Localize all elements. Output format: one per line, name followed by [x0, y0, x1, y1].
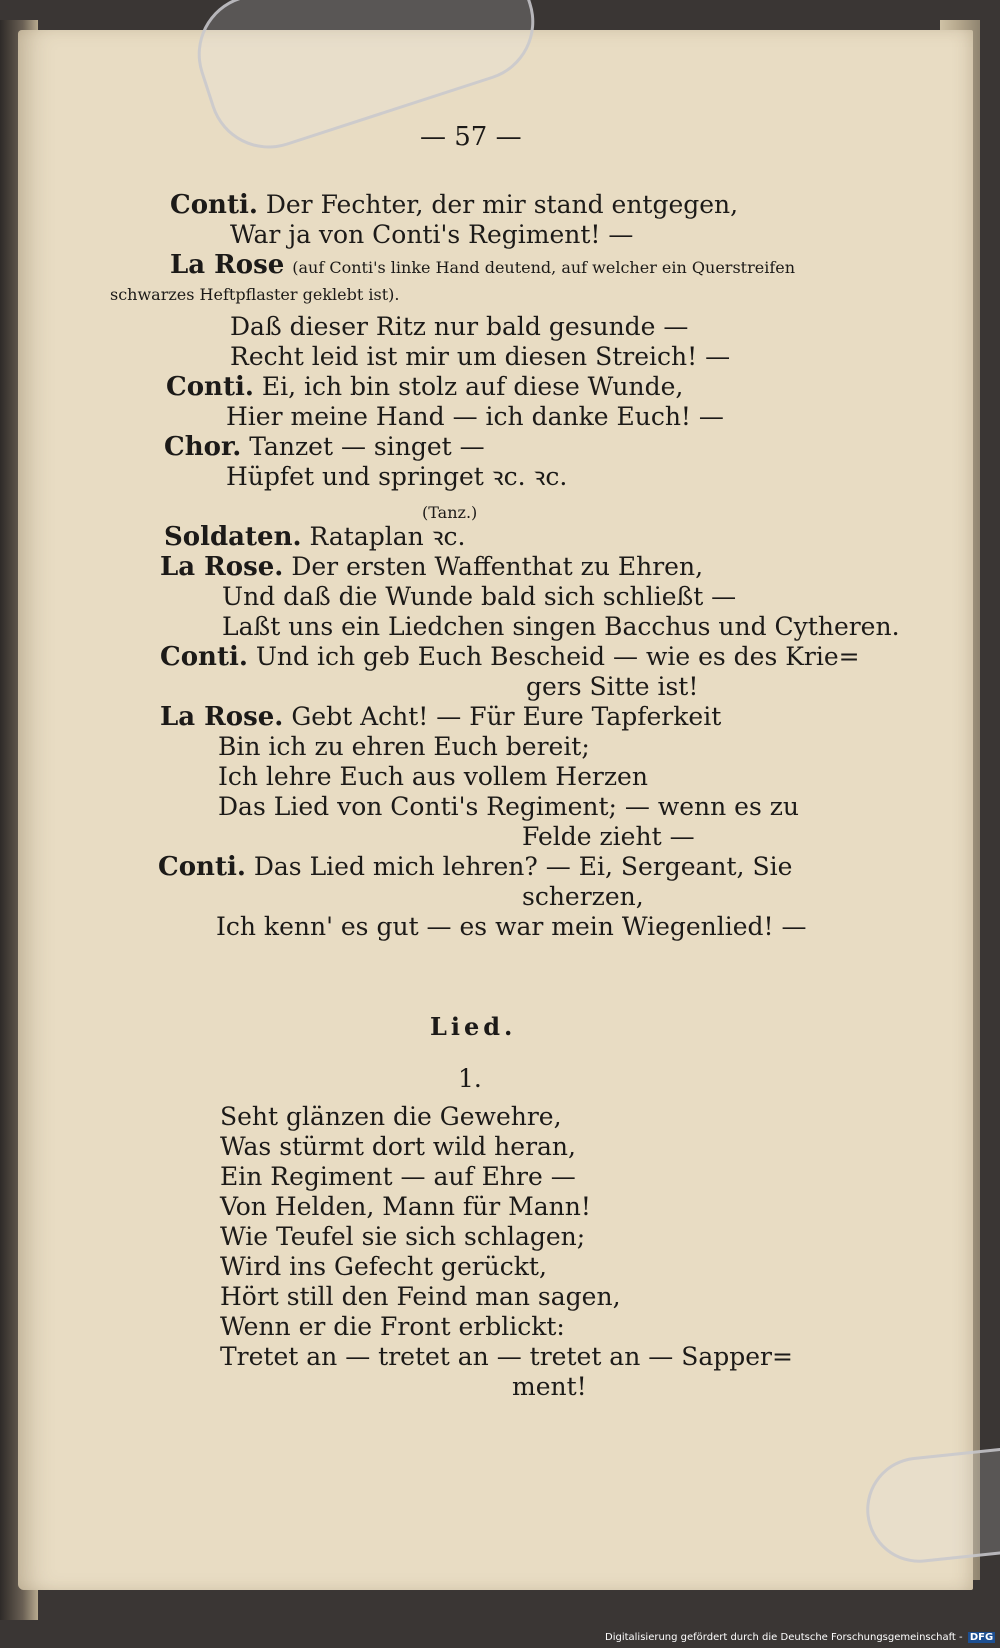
dialogue-line: scherzen, [522, 882, 644, 911]
dialogue-line: Bin ich zu ehren Euch bereit; [218, 732, 590, 761]
dialogue-line [170, 250, 795, 283]
credit-text: Digitalisierung gefördert durch die Deutsche Forschungsgemeinschaft - [605, 1632, 963, 1643]
book-page [18, 30, 973, 1590]
dialogue-line: Ich kenn' es gut — es war mein Wiegenlied! — [216, 912, 807, 941]
line-text: Der Fechter, der mir stand entgegen, [265, 190, 739, 219]
dialogue-line: Ich lehre Euch aus vollem Herzen [218, 762, 648, 791]
line-text: Gebt Acht! — Für Eure Tapferkeit [291, 702, 722, 731]
stage-direction: (auf Conti's linke Hand deutend, auf welcher ein Querstreifen [292, 258, 796, 277]
digitization-credit [605, 1632, 995, 1643]
line-text: Rataplan ꝛc. [309, 522, 466, 551]
song-line: Tretet an — tretet an — tretet an — Sapper= [220, 1342, 793, 1371]
dialogue-line: War ja von Conti's Regiment! — [230, 220, 634, 249]
speaker-name: La Rose. [160, 702, 284, 732]
dialogue-line: Und daß die Wunde bald sich schließt — [222, 582, 737, 611]
song-line: Wird ins Gefecht gerückt, [220, 1252, 547, 1281]
speaker-name: Soldaten. [164, 522, 302, 552]
song-heading: Lied. [430, 1012, 517, 1041]
stage-direction: (Tanz.) [422, 503, 478, 522]
dialogue-line: Daß dieser Ritz nur bald gesunde — [230, 312, 689, 341]
song-line: ment! [512, 1372, 587, 1401]
dialogue-line: Laßt uns ein Liedchen singen Bacchus und Cytheren. [222, 612, 900, 641]
song-line: Wenn er die Front erblickt: [220, 1312, 565, 1341]
line-text: Der ersten Waffenthat zu Ehren, [291, 552, 704, 581]
song-line: Hört still den Feind man sagen, [220, 1282, 621, 1311]
line-text: Tanzet — singet — [249, 432, 485, 461]
dfg-logo: DFG [969, 1632, 994, 1643]
speaker-name: Conti. [158, 852, 246, 882]
dialogue-line [160, 552, 703, 582]
verse-number: 1. [458, 1064, 482, 1093]
speaker-name: Conti. [170, 190, 258, 220]
dialogue-line: Hüpfet und springet ꝛc. ꝛc. [226, 462, 568, 491]
song-line: Seht glänzen die Gewehre, [220, 1102, 562, 1131]
line-text: Das Lied mich lehren? — Ei, Sergeant, Sie [253, 852, 793, 881]
dialogue-line [166, 372, 683, 402]
stage-direction: schwarzes Heftpflaster geklebt ist). [110, 285, 400, 304]
song-line: Von Helden, Mann für Mann! [220, 1192, 591, 1221]
dialogue-line: Das Lied von Conti's Regiment; — wenn es zu [218, 792, 800, 821]
dialogue-line [158, 852, 792, 882]
song-line: Wie Teufel sie sich schlagen; [220, 1222, 586, 1251]
song-line: Was stürmt dort wild heran, [220, 1132, 576, 1161]
speaker-name: Conti. [160, 642, 248, 672]
line-text: Und ich geb Euch Bescheid — wie es des Krie= [255, 642, 860, 671]
song-line: Ein Regiment — auf Ehre — [220, 1162, 576, 1191]
dialogue-line: Recht leid ist mir um diesen Streich! — [230, 342, 731, 371]
dialogue-line [160, 702, 721, 732]
dialogue-line: Felde zieht — [522, 822, 695, 851]
speaker-name: La Rose [170, 250, 285, 280]
speaker-name: Chor. [164, 432, 242, 462]
dialogue-line [160, 642, 860, 672]
dialogue-line [164, 522, 466, 552]
dialogue-line [170, 190, 738, 220]
speaker-name: La Rose. [160, 552, 284, 582]
speaker-name: Conti. [166, 372, 254, 402]
page-number: — 57 — [420, 122, 522, 152]
dialogue-line: Hier meine Hand — ich danke Euch! — [226, 402, 724, 431]
dialogue-line: gers Sitte ist! [526, 672, 699, 701]
dialogue-line [164, 432, 485, 462]
line-text: Ei, ich bin stolz auf diese Wunde, [261, 372, 684, 401]
